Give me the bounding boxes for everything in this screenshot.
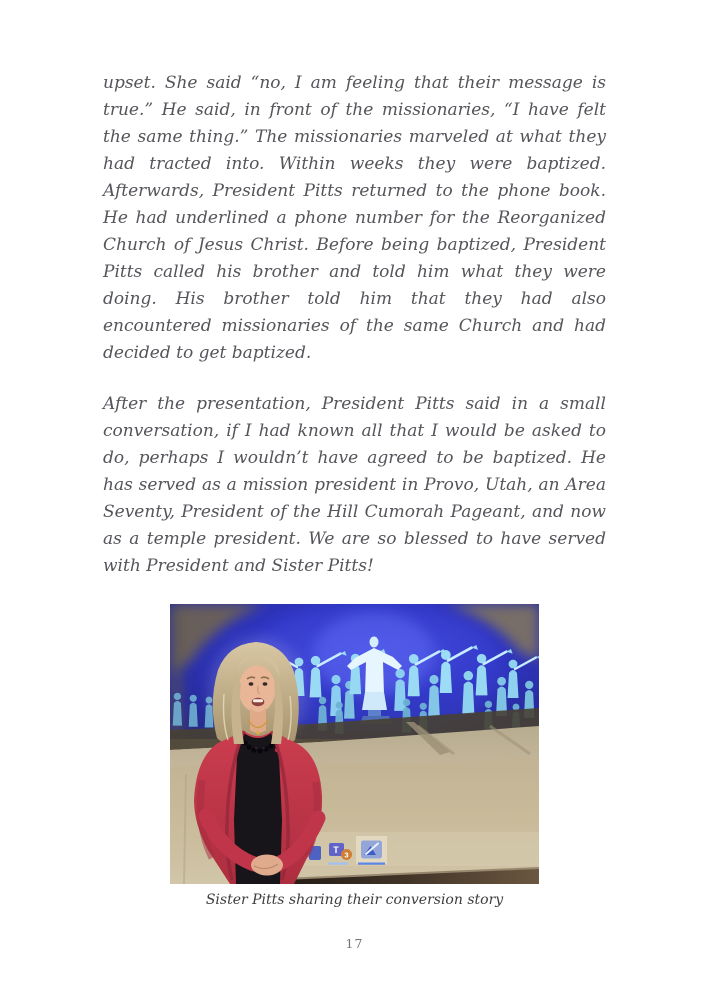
necklace-pendant [256, 731, 260, 735]
presenter-woman [194, 636, 322, 884]
teams-badge: 3 [344, 850, 349, 860]
projected-taskbar [294, 832, 539, 866]
photos-icon [356, 836, 387, 865]
photo-caption: Sister Pitts sharing their conversion story [205, 892, 504, 908]
teams-icon-letter: T [333, 845, 339, 855]
page-number: 17 [345, 936, 364, 951]
conversion-story-photo [170, 604, 539, 884]
photo-figure [170, 604, 539, 908]
paragraph-1: upset. She said “no, I am feeling that their message is true.” He said, in front of the missionaries, “I have felt the same thing.” The missionaries marveled at what they had tracted into. Within weeks they were baptized. Afterwards, President Pitts returned to the phone book. He had underlined a phone number for the Reorganized Church of Jesus Christ. Before being baptized, President Pitts called his brother and told him what they were doing. His brother told him that they had also encountered missionaries of the same Church and had decided to get baptized. [103, 73, 606, 363]
text-column [103, 70, 606, 908]
paragraph-2: After the presentation, President Pitts said in a small conversation, if I had known all that I would be asked to do, perhaps I wouldn’t have agreed to be baptized. He has served as a mission president in Provo, Utah, an Area Seventy, President of the Hill Cumorah Pageant, and now as a temple president. We are so blessed to have served with President and Sister Pitts! [103, 394, 606, 576]
clasped-hands [251, 855, 283, 876]
